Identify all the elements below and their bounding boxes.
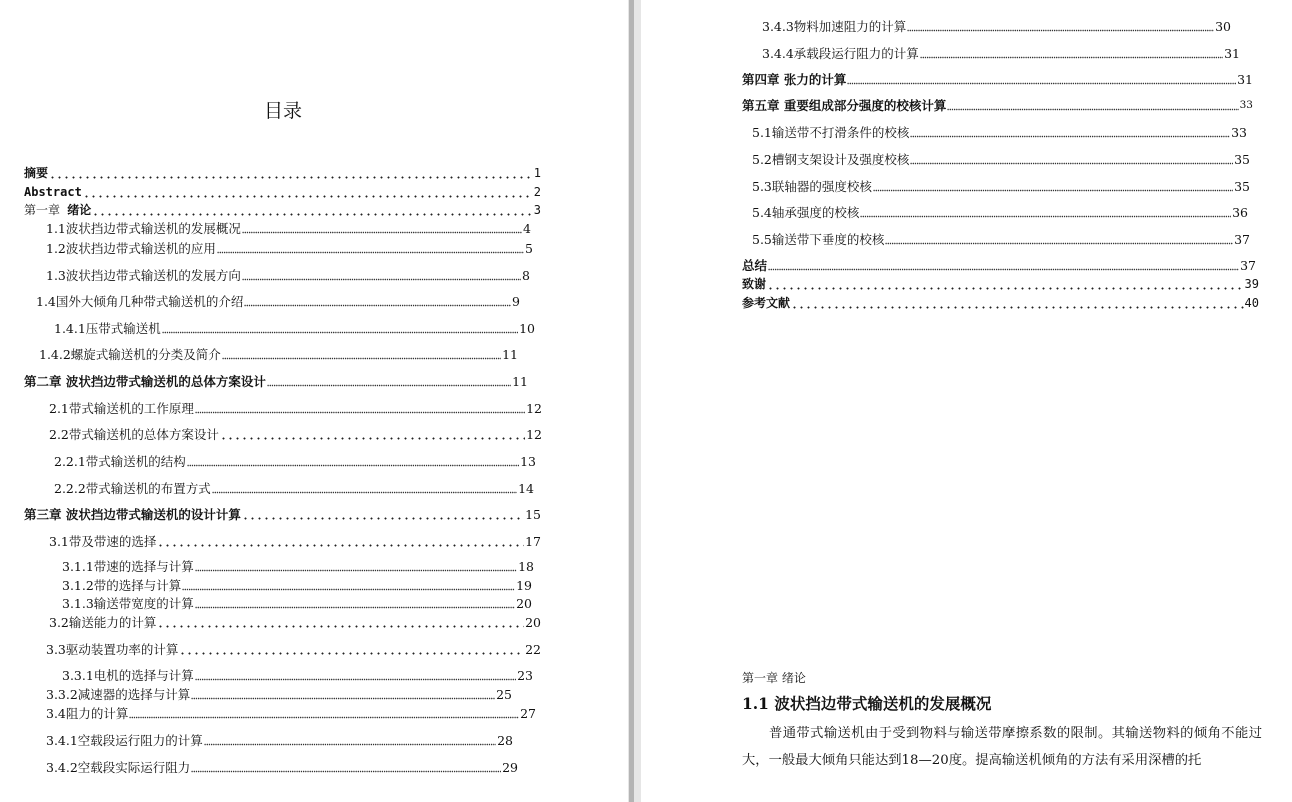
toc-entry[interactable]: 3.3.2减速器的选择与计算 25 bbox=[46, 687, 512, 702]
toc-entry[interactable]: 第三章 波状挡边带式输送机的设计计算 15 bbox=[24, 507, 541, 522]
toc-entry[interactable]: 3.3驱动装置功率的计算 22 bbox=[46, 642, 541, 657]
toc-entry[interactable]: 第四章 张力的计算 31 bbox=[742, 72, 1253, 87]
toc-entry[interactable]: 3.4.4承载段运行阻力的计算 31 bbox=[762, 46, 1240, 61]
toc-entry[interactable]: 1.3波状挡边带式输送机的发展方向 8 bbox=[46, 268, 530, 283]
toc-entry[interactable]: 摘要 1 bbox=[24, 166, 541, 180]
toc-entry[interactable]: 参考文献 40 bbox=[742, 296, 1259, 310]
toc-entry[interactable]: 3.1.3输送带宽度的计算 20 bbox=[62, 596, 532, 611]
toc-entry[interactable]: 5.3联轴器的强度校核 35 bbox=[752, 179, 1250, 194]
toc-entry[interactable]: 2.2.1带式输送机的结构 13 bbox=[54, 454, 536, 469]
toc-page-right bbox=[641, 0, 1292, 802]
toc-entry[interactable]: Abstract 2 bbox=[24, 185, 541, 199]
toc-entry[interactable]: 1.1波状挡边带式输送机的发展概况 4 bbox=[46, 221, 531, 236]
toc-entry[interactable]: 3.4.2空载段实际运行阻力 29 bbox=[46, 760, 518, 775]
toc-entry[interactable]: 第一章 绪论 3 bbox=[24, 203, 541, 217]
chapter-header: 第一章 绪论 bbox=[742, 671, 806, 685]
toc-entry[interactable]: 1.4国外大倾角几种带式输送机的介绍 9 bbox=[36, 294, 520, 309]
page-divider bbox=[629, 0, 634, 802]
toc-entry[interactable]: 总结 37 bbox=[742, 258, 1256, 273]
toc-entry[interactable]: 3.1带及带速的选择 17 bbox=[49, 534, 541, 549]
toc-entry[interactable]: 致谢 39 bbox=[742, 277, 1259, 291]
toc-entry[interactable]: 1.4.1压带式输送机 10 bbox=[54, 321, 535, 336]
body-paragraph: 普通带式输送机由于受到物料与输送带摩擦系数的限制。其输送物料的倾角不能过大，一般最大倾角只能达到18—20度。提高输送机倾角的方法有采用深槽的托 bbox=[742, 726, 1262, 768]
toc-entry[interactable]: 5.1输送带不打滑条件的校核 33 bbox=[752, 125, 1247, 140]
section-title: 1.1 波状挡边带式输送机的发展概况 bbox=[742, 694, 992, 713]
toc-entry[interactable]: 3.4阻力的计算 27 bbox=[46, 706, 536, 721]
toc-entry[interactable]: 3.4.3物料加速阻力的计算 30 bbox=[762, 19, 1231, 34]
toc-entry[interactable]: 1.2波状挡边带式输送机的应用 5 bbox=[46, 241, 533, 256]
toc-entry[interactable]: 3.1.1带速的选择与计算 18 bbox=[62, 559, 534, 574]
toc-title: 目录 bbox=[263, 100, 302, 122]
toc-page-left bbox=[0, 0, 628, 802]
toc-entry[interactable]: 5.4轴承强度的校核 36 bbox=[752, 205, 1248, 220]
toc-entry[interactable]: 3.2输送能力的计算 20 bbox=[49, 615, 541, 630]
toc-entry[interactable]: 5.5输送带下垂度的校核 37 bbox=[752, 232, 1250, 247]
toc-entry[interactable]: 2.1带式输送机的工作原理 12 bbox=[49, 401, 542, 416]
toc-entry[interactable]: 1.4.2螺旋式输送机的分类及简介 11 bbox=[39, 347, 518, 362]
toc-entry[interactable]: 3.3.1电机的选择与计算 23 bbox=[62, 668, 533, 683]
toc-entry[interactable]: 第二章 波状挡边带式输送机的总体方案设计 11 bbox=[24, 374, 528, 389]
toc-entry[interactable]: 3.1.2带的选择与计算 19 bbox=[62, 578, 532, 593]
toc-entry[interactable]: 3.4.1空载段运行阻力的计算 28 bbox=[46, 733, 513, 748]
toc-entry[interactable]: 5.2槽钢支架设计及强度校核 35 bbox=[752, 152, 1250, 167]
toc-entry[interactable]: 2.2.2带式输送机的布置方式 14 bbox=[54, 481, 534, 496]
toc-entry[interactable]: 2.2带式输送机的总体方案设计 12 bbox=[49, 427, 542, 442]
toc-entry[interactable]: 第五章 重要组成部分强度的校核计算 33 bbox=[742, 98, 1253, 113]
